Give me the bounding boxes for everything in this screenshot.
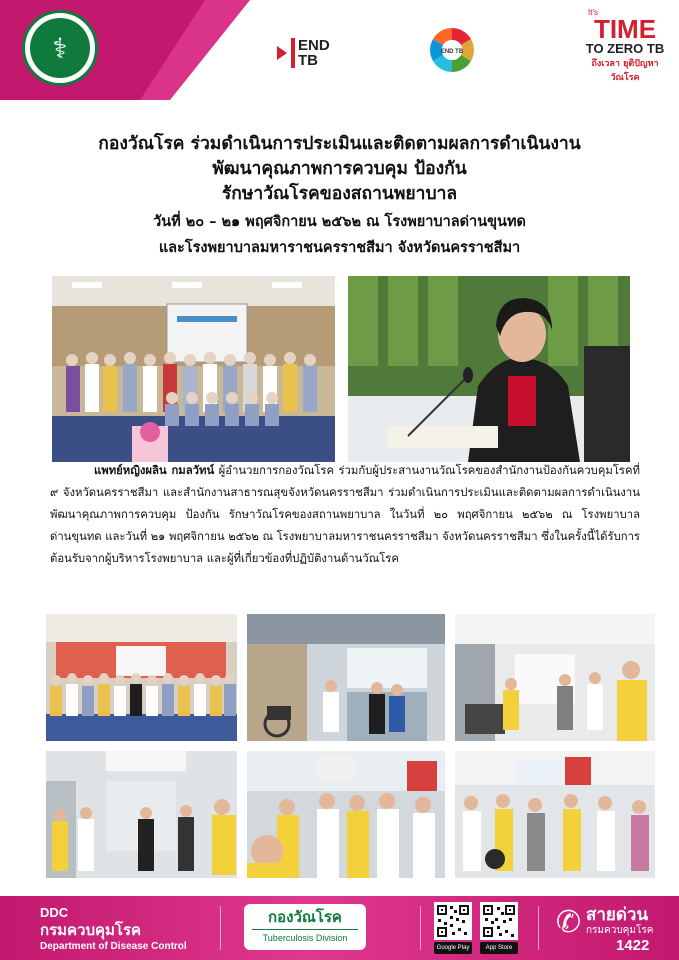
title-line-3: รักษาวัณโรคของสถานพยาบาล bbox=[221, 184, 458, 204]
qr-code-icon bbox=[434, 902, 472, 940]
body-paragraph bbox=[50, 460, 640, 570]
footer-divider bbox=[538, 906, 539, 950]
gallery-photo-2 bbox=[247, 614, 445, 741]
footer-divider bbox=[220, 906, 221, 950]
gallery-photo-3 bbox=[455, 614, 655, 741]
tb-division-thai: กองวัณโรค bbox=[268, 908, 342, 926]
director-name: แพทย์หญิงผลิน กมลวัทน์ bbox=[94, 464, 215, 477]
sdg-end-tb-wheel-icon bbox=[428, 26, 476, 74]
time-logo-time: TIME bbox=[593, 14, 657, 44]
time-to-zero-tb-logo bbox=[580, 8, 670, 92]
gallery-photo-6 bbox=[455, 751, 655, 878]
header bbox=[0, 0, 679, 100]
time-logo-thai: ถึงเวลา ยุติปัญหาวัณโรค bbox=[591, 59, 659, 83]
tuberculosis-division-logo bbox=[244, 904, 366, 950]
ddc-thai-name: กรมควบคุมโรค bbox=[40, 921, 142, 939]
ddc-logo bbox=[40, 906, 187, 954]
ddc-english-name: Department of Disease Control bbox=[40, 941, 187, 952]
title-date-line: วันที่ ๒๐ – ๒๑ พฤศจิกายน ๒๕๖๒ ณ โรงพยาบาลด่านขุนทด bbox=[153, 213, 526, 230]
ddc-abbr: DDC bbox=[40, 905, 69, 920]
time-logo-its: It's bbox=[588, 8, 598, 17]
hotline-subtitle: กรมควบคุมโรค bbox=[586, 925, 654, 936]
director-speaking-photo bbox=[348, 276, 630, 462]
time-logo-to-zero: TO ZERO TB bbox=[585, 41, 665, 56]
gallery-photo-5 bbox=[247, 751, 445, 878]
google-play-badge[interactable]: Google Play bbox=[434, 942, 472, 954]
ministry-of-public-health-seal-icon: ⚕ bbox=[22, 10, 98, 86]
footer-divider bbox=[420, 906, 421, 950]
body-text: ผู้อำนวยการกองวัณโรค ร่วมกับผู้ประสานงานวัณโรคของสำนักงานป้องกันควบคุมโรคที่ ๙ จังหวัดนครราชสีมา และสำนักงานสาธารณสุขจังหวัดนครราชสีมา ร่วมดำเนินการประเมินและติดตามผลการดำเนินงานพัฒนาคุณภาพการควบคุม ป้องกัน รักษาวัณโรคของสถานพยาบาล ในวันที่ ๒๐ พฤศจิกายน ๒๕๖๒ ณ โรงพยาบาลด่านขุนทด และวันที่ ๒๑ พฤศจิกายน ๒๕๖๒ ณ โรงพยาบาลมหาราชนครราชสีมา จังหวัดนครราชสีมา ซึ่งในครั้งนี้ได้รับการต้อนรับจากผู้บริหารโรงพยาบาล และผู้ที่เกี่ยวข้องที่ปฏิบัติงานด้านวัณโรค bbox=[50, 464, 640, 565]
hotline-number[interactable]: 1422 bbox=[616, 937, 650, 954]
gallery-photo-1 bbox=[46, 614, 237, 741]
title-line-1: กองวัณโรค ร่วมดำเนินการประเมินและติดตามผลการดำเนินงาน bbox=[98, 134, 581, 154]
svg-text:END TB: END TB bbox=[440, 49, 464, 55]
end-tb-logo-line1: END bbox=[298, 37, 330, 54]
gallery-photo-4 bbox=[46, 751, 237, 878]
footer bbox=[0, 896, 679, 960]
group-photo bbox=[52, 276, 335, 462]
end-tb-logo bbox=[277, 36, 330, 70]
qr-code-icon bbox=[480, 902, 518, 940]
title-venue-line: และโรงพยาบาลมหาราชนครราชสีมา จังหวัดนครราชสีมา bbox=[158, 239, 521, 256]
end-tb-logo-line2: TB bbox=[298, 52, 318, 69]
phone-icon: ✆ bbox=[556, 905, 582, 940]
app-store-badge[interactable]: App Store bbox=[480, 942, 518, 954]
hotline-title: สายด่วน bbox=[586, 905, 649, 925]
title-line-2: พัฒนาคุณภาพการควบคุม ป้องกัน bbox=[212, 159, 467, 179]
page-title bbox=[20, 132, 659, 259]
tb-division-english: Tuberculosis Division bbox=[252, 929, 358, 944]
